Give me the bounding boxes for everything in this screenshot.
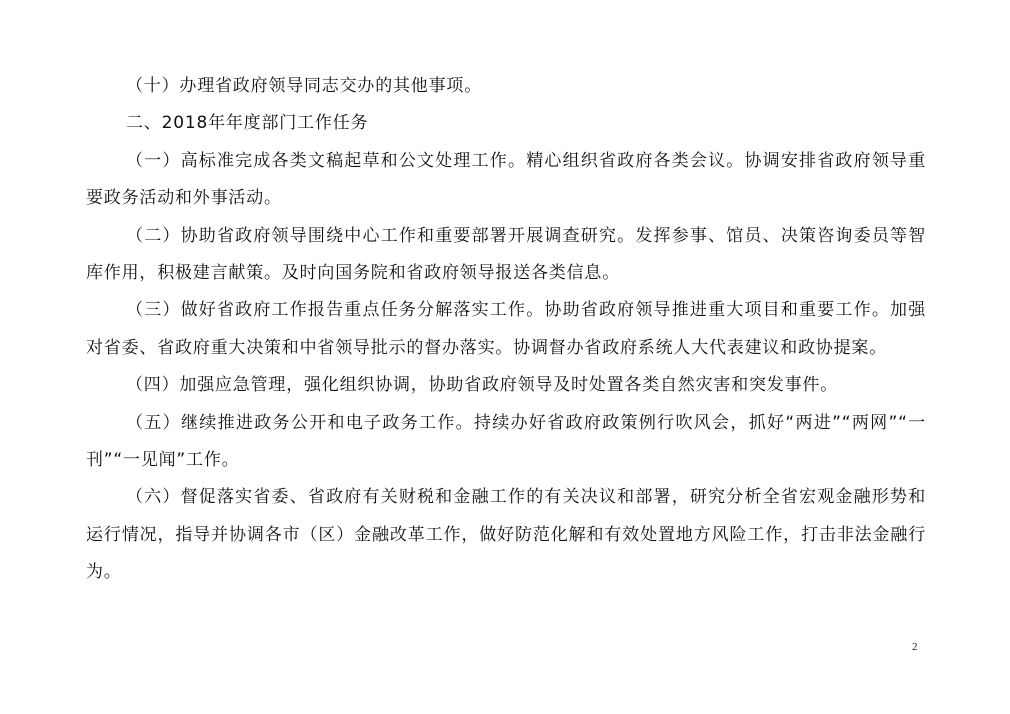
- document-body: [86, 68, 926, 592]
- paragraph-item-one: （一）高标准完成各类文稿起草和公文处理工作。精心组织省政府各类会议。协调安排省政府领导重要政务活动和外事活动。: [86, 150, 926, 209]
- paragraph-item-two: （二）协助省政府领导围绕中心工作和重要部署开展调查研究。发挥参事、馆员、决策咨询委员等智库作用，积极建言献策。及时向国务院和省政府领导报送各类信息。: [86, 225, 926, 284]
- paragraph-item-three: （三）做好省政府工作报告重点任务分解落实工作。协助省政府领导推进重大项目和重要工作。加强对省委、省政府重大决策和中省领导批示的督办落实。协调督办省政府系统人大代表建议和政协提案。: [86, 300, 926, 358]
- section-heading: 二、2018年年度部门工作任务: [126, 113, 369, 134]
- paragraph-item-six: （六）督促落实省委、省政府有关财税和金融工作的有关决议和部署，研究分析全省宏观金融形势和运行情况，指导并协调各市（区）金融改革工作，做好防范化解和有效处置地方风险工作，打击非法金融行为。: [86, 487, 926, 583]
- paragraph-item-four: （四）加强应急管理，强化组织协调，协助省政府领导及时处置各类自然灾害和突发事件。: [126, 375, 838, 396]
- paragraph-item-ten: （十）办理省政府领导同志交办的其他事项。: [126, 76, 482, 96]
- paragraph-item-five: （五）继续推进政务公开和电子政务工作。持续办好省政府政策例行吹风会，抓好“两进”“两网”“一刊”“一见闻”工作。: [86, 412, 926, 471]
- page-number: 2: [912, 641, 918, 653]
